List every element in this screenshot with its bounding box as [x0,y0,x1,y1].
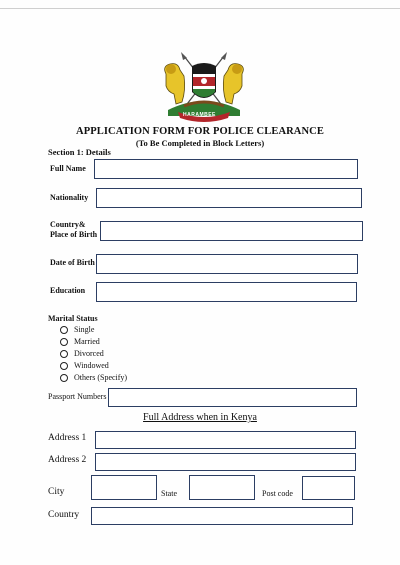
education-field[interactable] [96,282,357,302]
radio-icon[interactable] [60,326,68,334]
marital-option-divorced[interactable] [60,348,104,359]
radio-icon[interactable] [60,350,68,358]
crest-motto: HARAMBEE [183,112,216,118]
postcode-field[interactable] [302,476,355,500]
country-label: Country [48,510,80,520]
marital-option-married[interactable] [60,336,100,347]
state-label: State [161,489,177,498]
marital-option-label: Divorced [74,349,104,358]
city-field[interactable] [91,475,157,500]
marital-status-label: Marital Status [48,314,98,323]
scan-edge-line [0,8,400,9]
dob-field[interactable] [96,254,358,274]
marital-option-label: Married [74,337,100,346]
form-subtitle: (To Be Completed in Block Letters) [135,138,265,148]
radio-icon[interactable] [60,374,68,382]
state-field[interactable] [189,475,255,500]
marital-option-others[interactable] [60,372,127,383]
radio-icon[interactable] [60,338,68,346]
postcode-label: Post code [262,489,293,498]
nationality-label: Nationality [50,193,89,202]
country-place-label-line2: Place of Birth [50,230,98,239]
address-heading: Full Address when in Kenya [143,412,257,423]
country-field[interactable] [91,507,353,525]
marital-option-label: Others (Specify) [74,373,128,382]
nationality-field[interactable] [96,188,362,208]
address2-label: Address 2 [48,455,87,465]
form-title: APPLICATION FORM FOR POLICE CLEARANCE [76,126,324,137]
dob-label: Date of Birth [50,258,95,267]
marital-option-label: Windowed [74,361,109,370]
country-place-label-line1: Country& [50,220,86,229]
marital-option-windowed[interactable] [60,360,109,371]
education-label: Education [50,286,86,295]
full-name-field[interactable] [94,159,358,179]
address2-field[interactable] [95,453,356,471]
full-name-label: Full Name [50,164,86,173]
passport-field[interactable] [108,388,357,407]
marital-option-single[interactable] [60,324,94,335]
address1-field[interactable] [95,431,356,449]
country-place-of-birth-field[interactable] [100,221,363,241]
radio-icon[interactable] [60,362,68,370]
section-heading: Section 1: Details [48,147,111,157]
address1-label: Address 1 [48,433,87,443]
passport-label: Passport Numbers [48,392,107,401]
city-label: City [48,487,65,497]
marital-option-label: Single [74,325,95,334]
